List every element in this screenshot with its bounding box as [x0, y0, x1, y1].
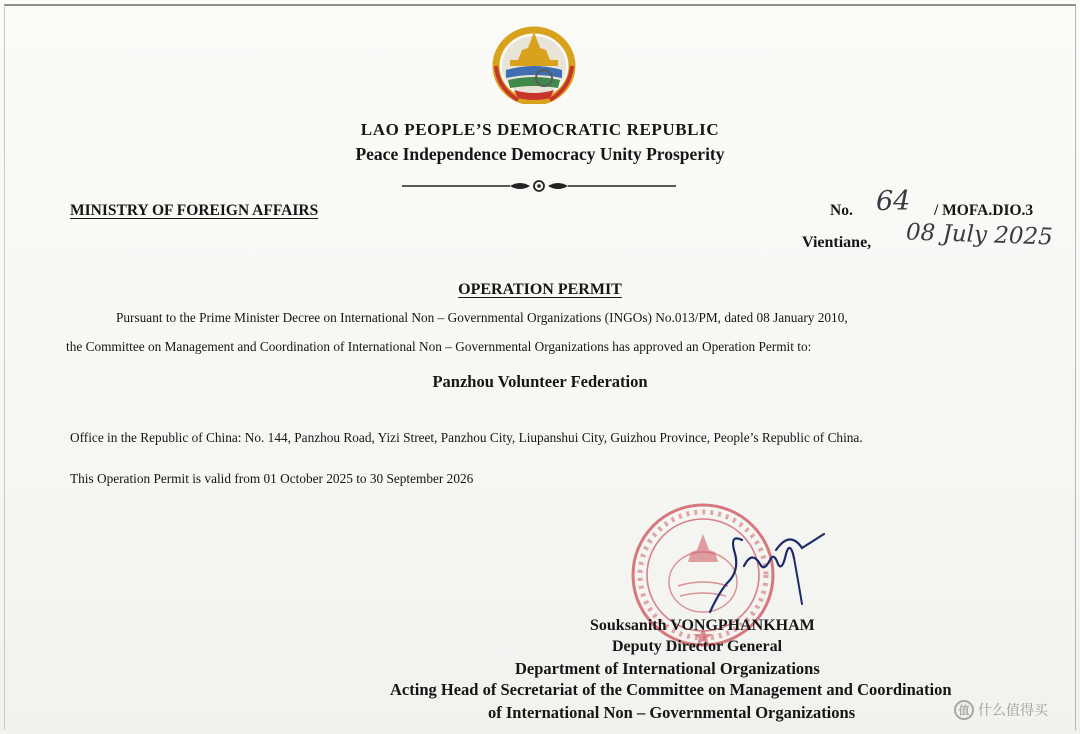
country-heading: LAO PEOPLE’S DEMOCRATIC REPUBLIC: [360, 120, 720, 139]
decree-paragraph: Pursuant to the Prime Minister Decree on International Non – Governmental Organizations (INGOs) No.013/PM, dated 08 January 2010,: [116, 310, 848, 325]
signatory-role-line-2: of International Non – Governmental Organizations: [488, 703, 856, 722]
smzdm-value-icon: 值: [954, 700, 974, 720]
ornamental-divider-icon: [402, 178, 676, 194]
document-title: OPERATION PERMIT: [458, 281, 622, 298]
site-watermark: [954, 700, 1048, 720]
page-frame: [4, 4, 1076, 730]
issue-city: Vientiane,: [802, 234, 872, 251]
signatory-name: Souksanith VONGPHANKHAM: [590, 617, 815, 634]
national-emblem-icon: [488, 26, 580, 104]
watermark-text: 什么值得买: [978, 703, 1048, 719]
signatory-title: Deputy Director General: [612, 638, 783, 655]
issue-date-handwritten: 08 July 2025: [905, 219, 1054, 251]
office-address: Office in the Republic of China: No. 144, Panzhou Road, Yizi Street, Panzhou City, Liupanshui City, Guizhou Province, People’s Republic of China.: [70, 430, 863, 445]
reference-number-suffix: / MOFA.DIO.3: [934, 202, 1034, 219]
handwritten-signature-icon: [690, 520, 840, 620]
organization-name: Panzhou Volunteer Federation: [432, 372, 648, 391]
national-motto: Peace Independence Democracy Unity Prosperity: [355, 144, 725, 164]
reference-number-label: No.: [830, 202, 853, 219]
signatory-role-line-1: Acting Head of Secretariat of the Committee on Management and Coordination: [390, 680, 952, 699]
validity-period: This Operation Permit is valid from 01 October 2025 to 30 September 2026: [70, 471, 474, 486]
approval-paragraph: the Committee on Management and Coordination of International Non – Governmental Organizations has approved an Operation Permit to:: [66, 339, 812, 354]
ministry-name: MINISTRY OF FOREIGN AFFAIRS: [70, 202, 319, 219]
signatory-department: Department of International Organizations: [515, 659, 820, 678]
reference-number-handwritten: 64: [876, 186, 911, 217]
